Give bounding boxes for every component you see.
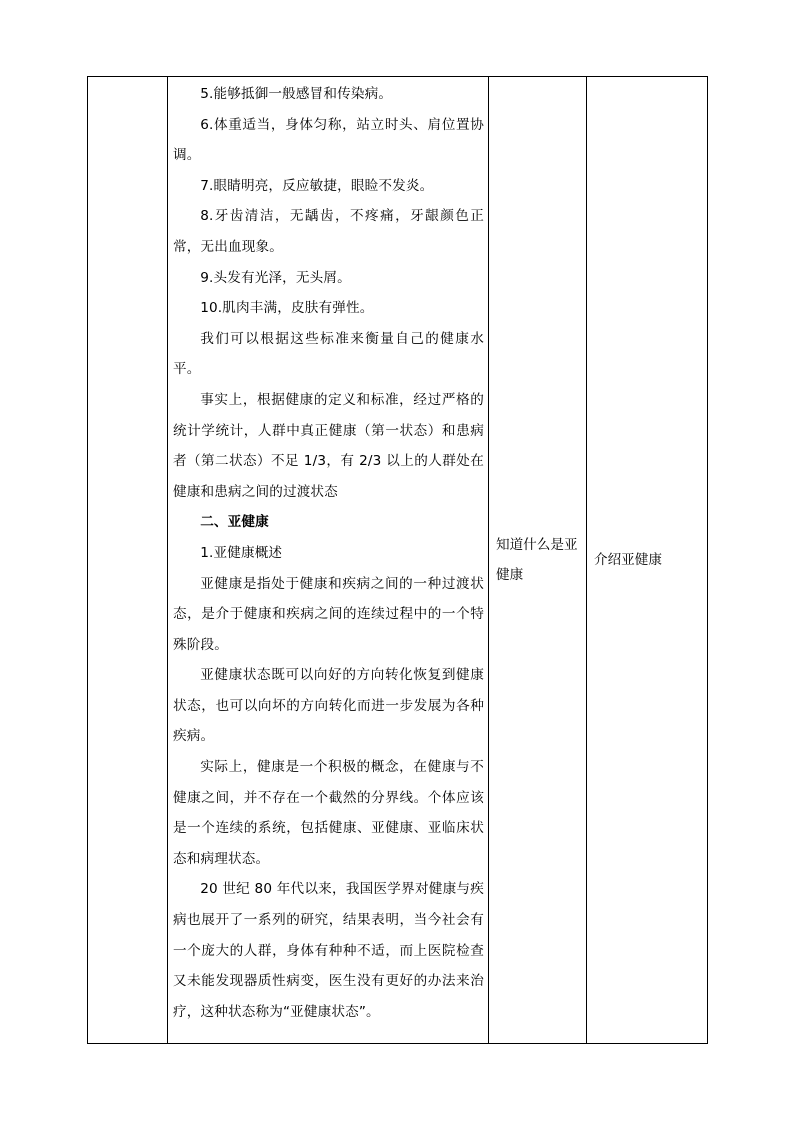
section-heading: 二、亚健康: [200, 514, 269, 531]
subsection-heading: 1.亚健康概述: [200, 544, 283, 561]
teaching-content-cell: [168, 77, 489, 1044]
stage-cell: [88, 77, 168, 1044]
content-paragraph: 7.眼睛明亮，反应敏捷，眼睑不发炎。: [200, 177, 434, 194]
content-paragraph: 事实上，根据健康的定义和标准，经过严格的统计学统计，人群中真正健康（第一状态）和患病者（第二状态）不足 1/3，有 2/3 以上的人群处在健康和患病之间的过渡状态: [173, 391, 484, 500]
content-paragraph: 我们可以根据这些标准来衡量自己的健康水平。: [173, 330, 484, 378]
content-paragraph: 10.肌肉丰满，皮肤有弹性。: [200, 300, 374, 317]
content-paragraph: 5.能够抵御一般感冒和传染病。: [200, 86, 393, 102]
content-paragraph: 亚健康状态既可以向好的方向转化恢复到健康状态，也可以向坏的方向转化而进一步发展为各种疾病。: [173, 667, 484, 745]
design-intent-cell: [587, 77, 708, 1044]
student-activity-text: 知道什么是亚健康: [496, 537, 578, 583]
content-paragraph: 亚健康是指处于健康和疾病之间的一种过渡状态，是介于健康和疾病之间的连续过程中的一个特殊阶段。: [173, 575, 484, 653]
content-paragraph: 实际上，健康是一个积极的概念，在健康与不健康之间，并不存在一个截然的分界线。个体应该是一个连续的系统，包括健康、亚健康、亚临床状态和病理状态。: [173, 759, 484, 867]
content-paragraph: 9.头发有光泽，无头屑。: [200, 269, 351, 286]
content-paragraph: 20 世纪 80 年代以来，我国医学界对健康与疾病也展开了一系列的研究，结果表明，当今社会有一个庞大的人群，身体有种种不适，而上医院检查又未能发现器质性病变，医生没有更好的办法来治疗，这种状态称为“亚健康状态”。: [173, 881, 484, 1020]
student-activity-cell: [489, 77, 587, 1044]
table-row: [88, 77, 708, 1044]
lesson-plan-table: [87, 76, 708, 1044]
content-paragraph: 8.牙齿清洁，无龋齿，不疼痛，牙龈颜色正常，无出血现象。: [173, 208, 484, 255]
design-intent-text: 介绍亚健康: [594, 552, 662, 568]
content-paragraph: 6.体重适当，身体匀称，站立时头、肩位置协调。: [173, 116, 484, 164]
